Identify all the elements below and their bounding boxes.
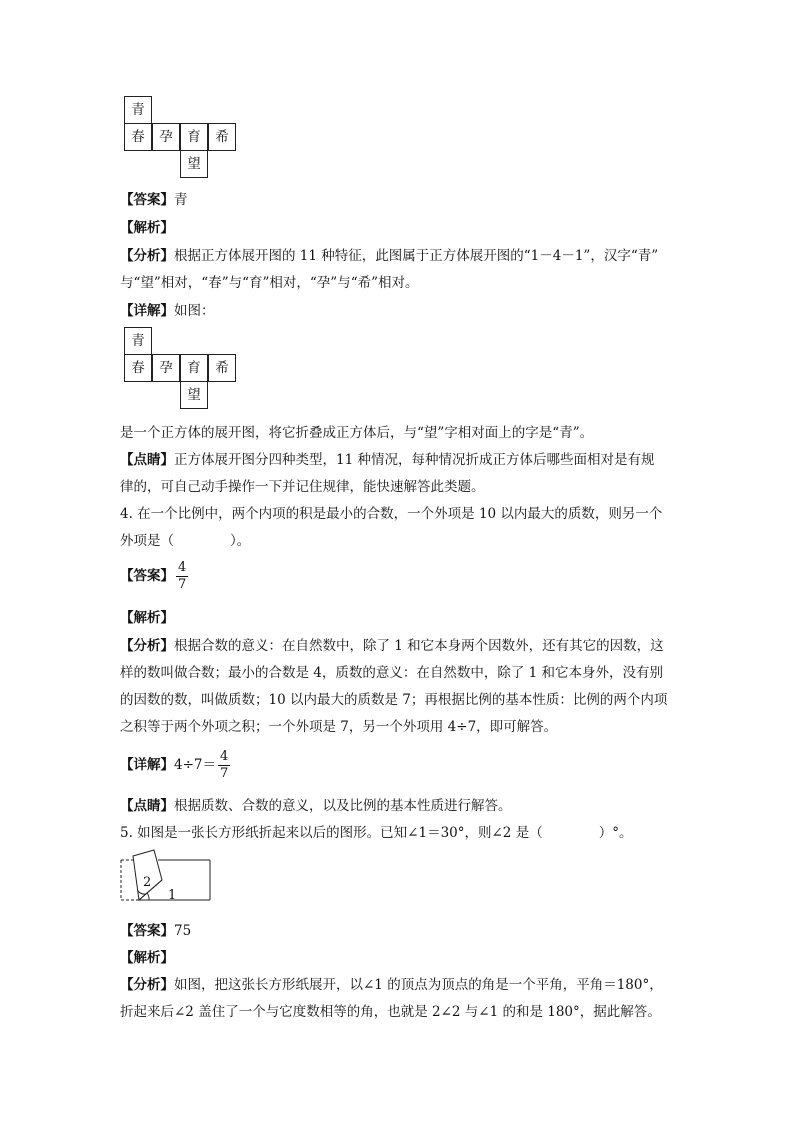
fraction-numerator: 4 xyxy=(178,560,187,575)
q4-dianjing xyxy=(120,797,690,815)
fraction-numerator: 4 xyxy=(220,749,229,764)
xiangjie-tag: 【详解】 xyxy=(120,303,174,319)
xiangjie-text: 如图： xyxy=(174,303,215,319)
answer-value: 75 xyxy=(174,923,192,939)
net-cell-row-1: 春 xyxy=(124,354,152,382)
q5-fenxi-line-1 xyxy=(120,976,690,994)
q3-fenxi-line-2: 与“望”相对，“春”与“育”相对，“孕”与“希”相对。 xyxy=(120,275,419,291)
q3-xiangjie xyxy=(120,302,690,320)
q4-question-line-1: 4. 在一个比例中，两个内项的积是最小的合数，一个外项是 10 以内最大的质数，则另一个 xyxy=(120,506,663,522)
net-cell-row-4: 希 xyxy=(208,354,236,382)
q3-fenxi-line-1 xyxy=(120,247,690,265)
question-text-b: ）。 xyxy=(230,533,251,549)
q5-answer xyxy=(120,922,690,940)
angle-1-label: 1 xyxy=(168,888,177,903)
net-cell-row-1: 春 xyxy=(124,123,152,151)
dianjing-text: 正方体展开图分四种类型，11 种情况，每种情况折成正方体后哪些面相对是有规 xyxy=(174,452,655,468)
q4-fenxi-line-4: 之积等于两个外项之积；一个外项是 7，另一个外项用 4÷7，即可解答。 xyxy=(120,719,558,735)
fenxi-tag: 【分析】 xyxy=(120,977,174,993)
fenxi-tag: 【分析】 xyxy=(120,638,174,654)
q4-analysis-tag: 【解析】 xyxy=(120,610,174,626)
net-cell-top: 青 xyxy=(124,96,152,124)
fenxi-text: 根据正方体展开图的 11 种特征，此图属于正方体展开图的“1－4－1”，汉字“青” xyxy=(174,248,659,264)
net-cell-bottom: 望 xyxy=(180,150,208,178)
angle-2-label: 2 xyxy=(143,875,152,890)
question-text-a: 5. 如图是一张长方形纸折起来以后的图形。已知∠1＝30°，则∠2 是（ xyxy=(120,825,543,841)
folded-paper-figure xyxy=(118,848,218,906)
q4-fenxi-line-1 xyxy=(120,637,690,655)
xiangjie-fraction xyxy=(218,749,230,782)
net-cell-top: 青 xyxy=(124,327,152,355)
q3-analysis-tag: 【解析】 xyxy=(120,220,174,236)
q3-answer xyxy=(120,191,690,209)
q3-dianjing-line-2: 律的，可自己动手操作一下并记住规律，能快速解答此类题。 xyxy=(120,479,485,495)
dianjing-tag: 【点睛】 xyxy=(120,798,174,814)
q4-fenxi-line-2: 样的数叫做合数；最小的合数是 4，质数的意义：在自然数中，除了 1 和它本身外，没有别 xyxy=(120,665,664,681)
fraction-denominator: 7 xyxy=(220,766,229,781)
q5-fenxi-line-2: 折起来后∠2 盖住了一个与它度数相等的角，也就是 2∠2 与∠1 的和是 180°，据此解答。 xyxy=(120,1004,661,1020)
q4-answer xyxy=(120,556,690,596)
net-cell-row-4: 希 xyxy=(208,123,236,151)
fenxi-tag: 【分析】 xyxy=(120,248,174,264)
angle-1-arc xyxy=(147,893,149,900)
question-text-a: 外项是（ xyxy=(120,533,174,549)
q4-xiangjie xyxy=(120,745,690,785)
cube-net-figure-1 xyxy=(124,96,244,186)
dianjing-tag: 【点睛】 xyxy=(120,452,174,468)
answer-fraction xyxy=(176,560,188,593)
q4-question-line-2 xyxy=(120,532,690,550)
question-text-b: ）°。 xyxy=(598,825,633,841)
xiangjie-expression: 4÷7＝ xyxy=(174,757,216,773)
fenxi-text: 根据合数的意义：在自然数中，除了 1 和它本身两个因数外，还有其它的因数，这 xyxy=(174,638,664,654)
net-cell-row-3: 育 xyxy=(180,123,208,151)
net-cell-bottom: 望 xyxy=(180,381,208,409)
q3-dianjing-line-1 xyxy=(120,451,690,469)
q3-conclusion: 是一个正方体的展开图，将它折叠成正方体后，与“望”字相对面上的字是“青”。 xyxy=(120,425,594,441)
q5-analysis-tag: 【解析】 xyxy=(120,950,174,966)
q5-question-line-1 xyxy=(120,824,690,842)
dianjing-text: 根据质数、合数的意义，以及比例的基本性质进行解答。 xyxy=(174,798,512,814)
fenxi-text: 如图，把这张长方形纸展开，以∠1 的顶点为顶点的角是一个平角，平角＝180°， xyxy=(174,977,663,993)
cube-net-figure-2 xyxy=(124,327,244,417)
net-cell-row-2: 孕 xyxy=(152,354,180,382)
answer-tag: 【答案】 xyxy=(120,923,174,939)
answer-tag: 【答案】 xyxy=(120,568,174,584)
answer-value: 青 xyxy=(174,192,188,208)
answer-tag: 【答案】 xyxy=(120,192,174,208)
fraction-denominator: 7 xyxy=(178,577,187,592)
net-cell-row-3: 育 xyxy=(180,354,208,382)
q4-fenxi-line-3: 的因数的数，叫做质数；10 以内最大的质数是 7；再根据比例的基本性质：比例的两个内项 xyxy=(120,692,668,708)
net-cell-row-2: 孕 xyxy=(152,123,180,151)
xiangjie-tag: 【详解】 xyxy=(120,757,174,773)
